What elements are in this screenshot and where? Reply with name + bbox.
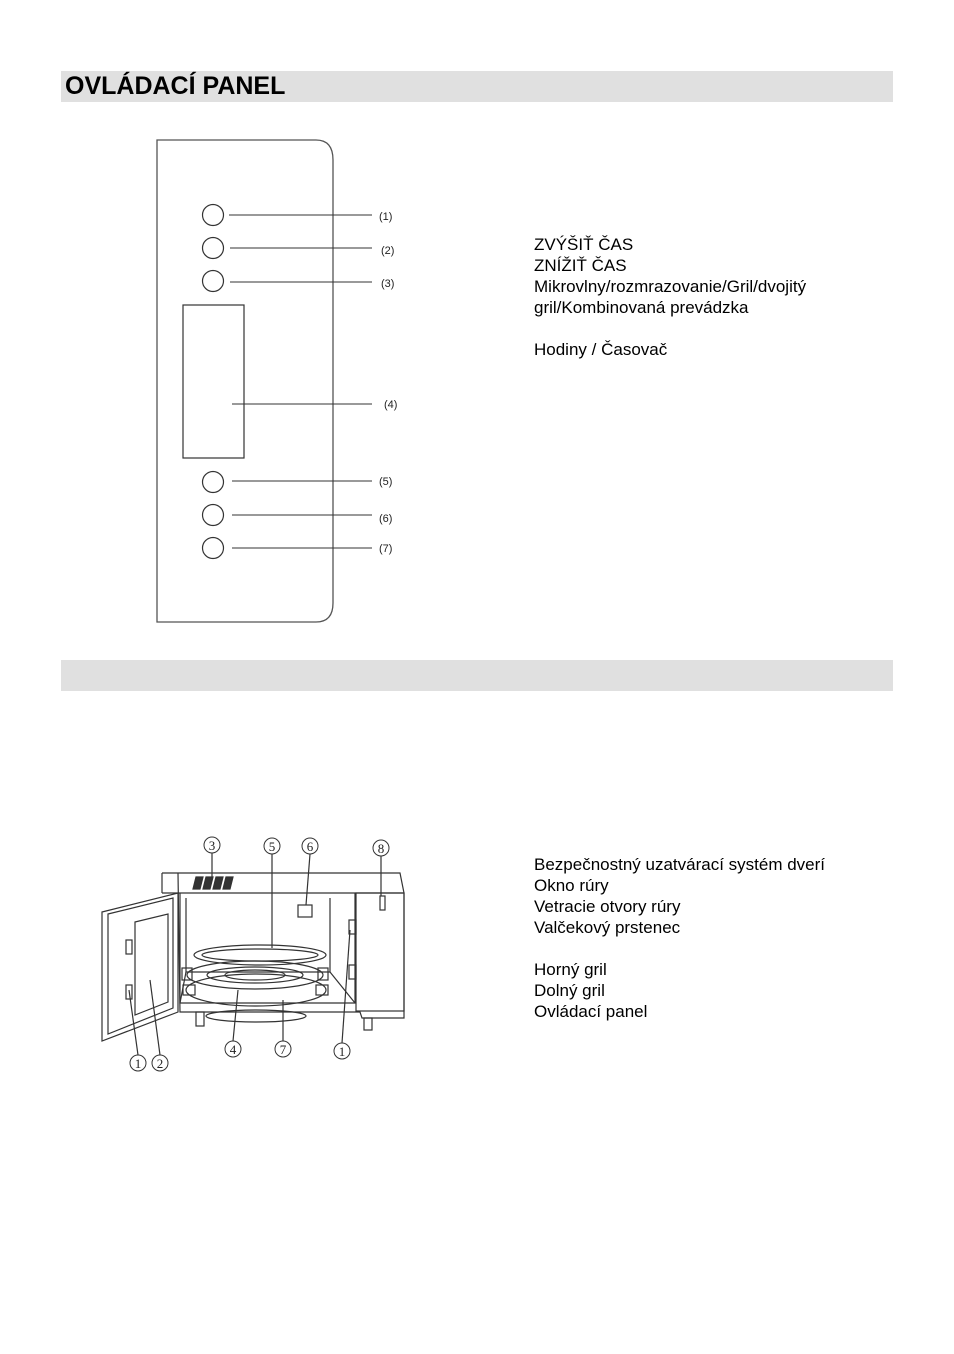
oven-descriptions — [534, 854, 825, 1022]
callout-6: 6 — [306, 839, 314, 854]
oven-control-panel — [356, 893, 404, 1011]
desc-item: Bezpečnostný uzatvárací systém dverí — [534, 855, 826, 874]
desc-item: Horný gril — [534, 960, 607, 979]
panel-label-2: (2) — [381, 245, 395, 257]
desc-item: Okno rúry — [534, 876, 609, 895]
desc-item: Valčekový prstenec — [534, 918, 681, 937]
desc-spacer — [534, 938, 825, 959]
desc-item: ZNÍŽIŤ ČAS — [534, 256, 627, 275]
callout-1b: 1 — [338, 1044, 346, 1059]
callout-7: 7 — [279, 1042, 287, 1057]
callout-4: 4 — [229, 1042, 237, 1057]
panel-label-3: (3) — [381, 278, 395, 290]
panel-label-7: (7) — [379, 543, 393, 555]
door-window — [135, 914, 168, 1015]
desc-item: Hodiny / Časovač — [534, 340, 668, 359]
panel-label-5: (5) — [379, 476, 393, 488]
desc-item: gril/Kombinovaná prevádzka — [534, 298, 749, 317]
desc-item: ZVÝŠIŤ ČAS — [534, 235, 634, 254]
panel-label-6: (6) — [379, 513, 393, 525]
vent-icon — [193, 877, 233, 889]
callout-2: 2 — [156, 1056, 164, 1071]
panel-label-4: (4) — [384, 399, 398, 411]
callout-5: 5 — [268, 839, 276, 854]
desc-item: Mikrovlny/rozmrazovanie/Gril/dvojitý — [534, 277, 807, 296]
desc-item: Vetracie otvory rúry — [534, 897, 681, 916]
page-title: OVLÁDACÍ PANEL — [65, 72, 286, 100]
desc-item: Ovládací panel — [534, 1002, 648, 1021]
callout-3: 3 — [208, 838, 216, 853]
callout-1a: 1 — [134, 1056, 142, 1071]
callout-8: 8 — [377, 841, 385, 856]
panel-label-1: (1) — [379, 211, 393, 223]
desc-item: Dolný gril — [534, 981, 605, 1000]
oven-callouts — [130, 837, 389, 1071]
grill-icon — [298, 905, 312, 917]
oven-door — [102, 893, 178, 1041]
